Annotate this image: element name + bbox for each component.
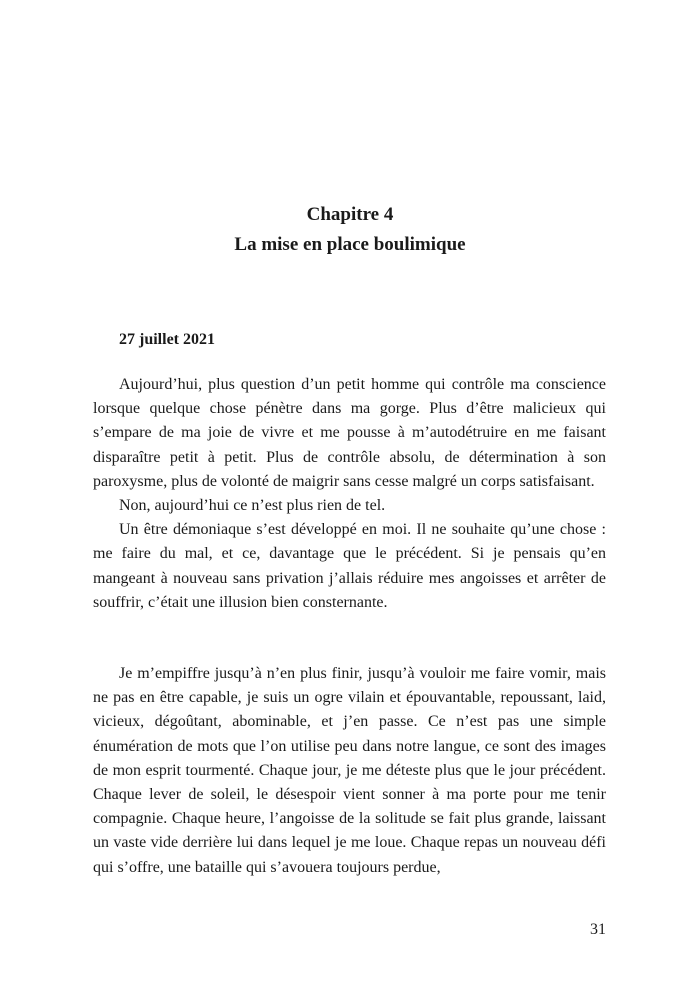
page-number: 31 <box>590 921 606 938</box>
text-block-first <box>93 373 606 615</box>
paragraph: Aujourd’hui, plus question d’un petit homme qui contrôle ma conscience lorsque quelque chose pénètre dans ma gorge. Plus d’être malicieux qui s’empare de ma joie de vivre et me pousse à m’autodétruire en me faisant disparaître petit à petit. Plus de contrôle absolu, de détermination à son paroxysme, plus de volonté de maigrir sans cesse malgré un corps satisfaisant. <box>93 376 606 490</box>
chapter-title: La mise en place boulimique <box>234 234 466 255</box>
chapter-heading <box>0 200 700 260</box>
text-block-second <box>93 662 606 880</box>
entry-date: 27 juillet 2021 <box>119 331 215 348</box>
paragraph: Un être démoniaque s’est développé en moi. Il ne souhaite qu’une chose : me faire du mal, et ce, davantage que le précédent. Si je pensais qu’en mangeant à nouveau sans privation j’allais réduire mes angoisses et arrêter de souffrir, c’était une illusion bien consternante. <box>93 521 606 611</box>
paragraph: Non, aujourd’hui ce n’est plus rien de tel. <box>119 497 386 515</box>
chapter-number: Chapitre 4 <box>306 204 394 225</box>
paragraph: Je m’empiffre jusqu’à n’en plus finir, jusqu’à vouloir me faire vomir, mais ne pas en être capable, je suis un ogre vilain et épouvantable, repoussant, laid, vicieux, dégoûtant, abominable, et j’en passe. Ce n’est pas une simple énumération de mots que l’on utilise peu dans notre langue, ce sont des images de mon esprit tourmenté. Chaque jour, je me déteste plus que le jour précédent. Chaque lever de soleil, le désespoir vient sonner à ma porte pour me tenir compagnie. Chaque heure, l’angoisse de la solitude se fait plus grande, laissant un vaste vide derrière lui dans lequel je me loue. Chaque repas un nouveau défi qui s’offre, une bataille qui s’avouera toujours perdue, <box>93 665 606 876</box>
